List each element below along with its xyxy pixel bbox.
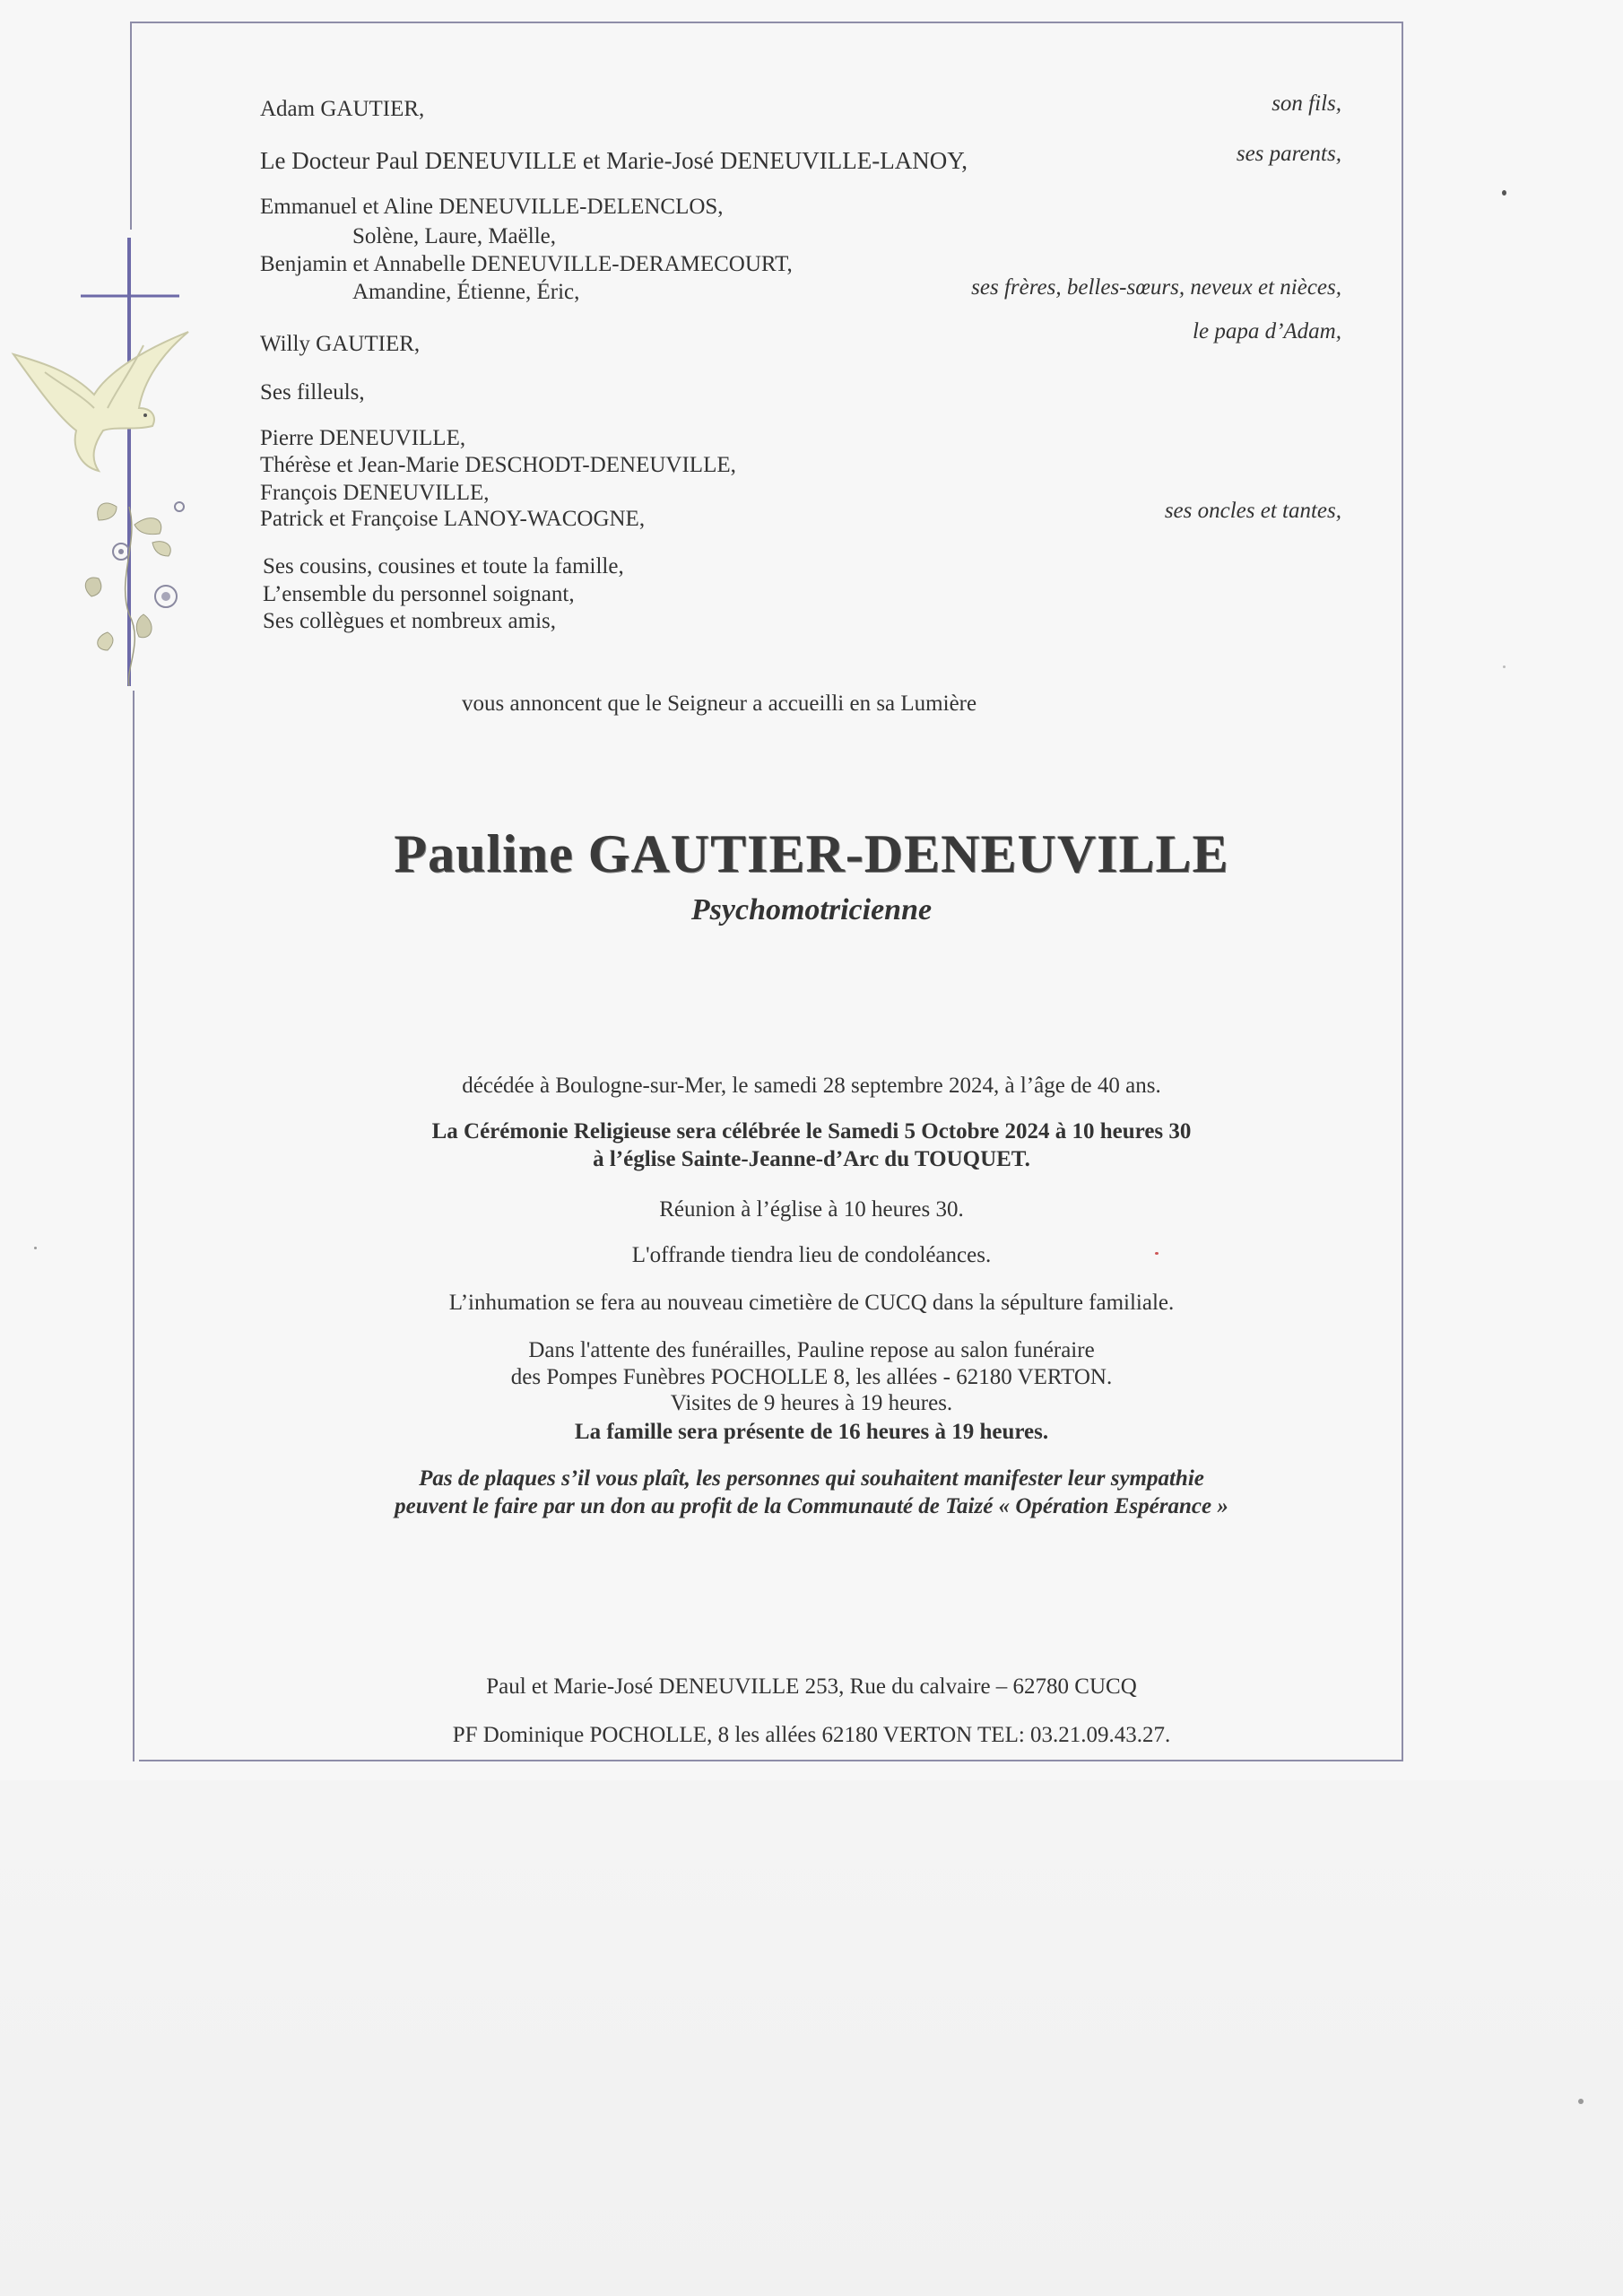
meeting-info: Réunion à l’église à 10 heures 30.	[659, 1197, 964, 1222]
footer-undertaker: PF Dominique POCHOLLE, 8 les allées 62180 VERTON TEL: 03.21.09.43.27.	[452, 1723, 1171, 1747]
flowers-line-2: peuvent le faire par un don au profit de la Communauté de Taizé « Opération Espérance »	[395, 1494, 1228, 1518]
offering-info: L'offrande tiendra lieu de condoléances.	[631, 1243, 992, 1267]
family-uncle-3: François DENEUVILLE,	[260, 481, 490, 505]
family-siblings-role: ses frères, belles-sœurs, neveux et nièces,	[971, 275, 1341, 300]
family-others-2: L’ensemble du personnel soignant,	[263, 582, 575, 606]
deceased-profession: Psychomotricienne	[690, 893, 933, 926]
family-uncle-4: Patrick et Françoise LANOY-WACOGNE,	[260, 507, 646, 531]
scan-speck	[1155, 1252, 1159, 1255]
family-parents-role: ses parents,	[1236, 142, 1341, 166]
visits-info: Visites de 9 heures à 19 heures.	[670, 1391, 953, 1415]
family-sibling-3: Benjamin et Annabelle DENEUVILLE-DERAMECOURT,	[260, 252, 793, 276]
frame-border-top	[130, 22, 1403, 23]
announce-text: vous annoncent que le Seigneur a accueilli en sa Lumière	[462, 691, 977, 716]
scan-speck	[1578, 2099, 1584, 2104]
rest-line-2: des Pompes Funèbres POCHOLLE 8, les allées - 62180 VERTON.	[510, 1365, 1113, 1389]
footer-address: Paul et Marie-José DENEUVILLE 253, Rue du calvaire – 62780 CUCQ	[486, 1674, 1137, 1699]
frame-border-left-top	[130, 22, 132, 230]
scan-speck	[1503, 665, 1506, 668]
family-willy: Willy GAUTIER,	[260, 332, 421, 356]
burial-info: L’inhumation se fera au nouveau cimetière de CUCQ dans la sépulture familiale.	[448, 1291, 1175, 1315]
family-godchildren: Ses filleuls,	[260, 380, 365, 404]
family-willy-role: le papa d’Adam,	[1193, 319, 1341, 344]
family-present-info: La famille sera présente de 16 heures à 19 heures.	[574, 1420, 1049, 1444]
frame-border-bottom	[139, 1760, 1403, 1761]
ceremony-line-2: à l’église Sainte-Jeanne-d’Arc du TOUQUET.	[593, 1147, 1030, 1171]
cross-dove-flowers-icon	[9, 238, 233, 695]
family-uncles-role: ses oncles et tantes,	[1164, 499, 1341, 523]
family-sibling-4: Amandine, Étienne, Éric,	[352, 280, 580, 304]
ceremony-line-1: La Cérémonie Religieuse sera célébrée le Samedi 5 Octobre 2024 à 10 heures 30	[431, 1119, 1192, 1144]
family-uncle-2: Thérèse et Jean-Marie DESCHODT-DENEUVILLE,	[260, 453, 736, 477]
family-others-1: Ses cousins, cousines et toute la famille,	[263, 554, 624, 578]
flowers-line-1: Pas de plaques s’il vous plaît, les personnes qui souhaitent manifester leur sympathie	[419, 1466, 1204, 1491]
death-info: décédée à Boulogne-sur-Mer, le samedi 28 septembre 2024, à l’âge de 40 ans.	[462, 1074, 1161, 1098]
family-sibling-2: Solène, Laure, Maëlle,	[352, 224, 556, 248]
family-others-3: Ses collègues et nombreux amis,	[263, 609, 557, 633]
family-adam: Adam GAUTIER,	[260, 97, 425, 121]
family-sibling-1: Emmanuel et Aline DENEUVILLE-DELENCLOS,	[260, 195, 724, 219]
scan-background	[0, 1780, 1623, 2296]
family-adam-role: son fils,	[1271, 91, 1341, 116]
scan-speck	[34, 1247, 37, 1249]
deceased-name: Pauline GAUTIER-DENEUVILLE	[394, 824, 1229, 883]
family-uncle-1: Pierre DENEUVILLE,	[260, 426, 466, 450]
family-parents: Le Docteur Paul DENEUVILLE et Marie-José DENEUVILLE-LANOY,	[260, 147, 968, 174]
rest-line-1: Dans l'attente des funérailles, Pauline repose au salon funéraire	[528, 1338, 1095, 1362]
scan-speck	[1502, 190, 1506, 196]
